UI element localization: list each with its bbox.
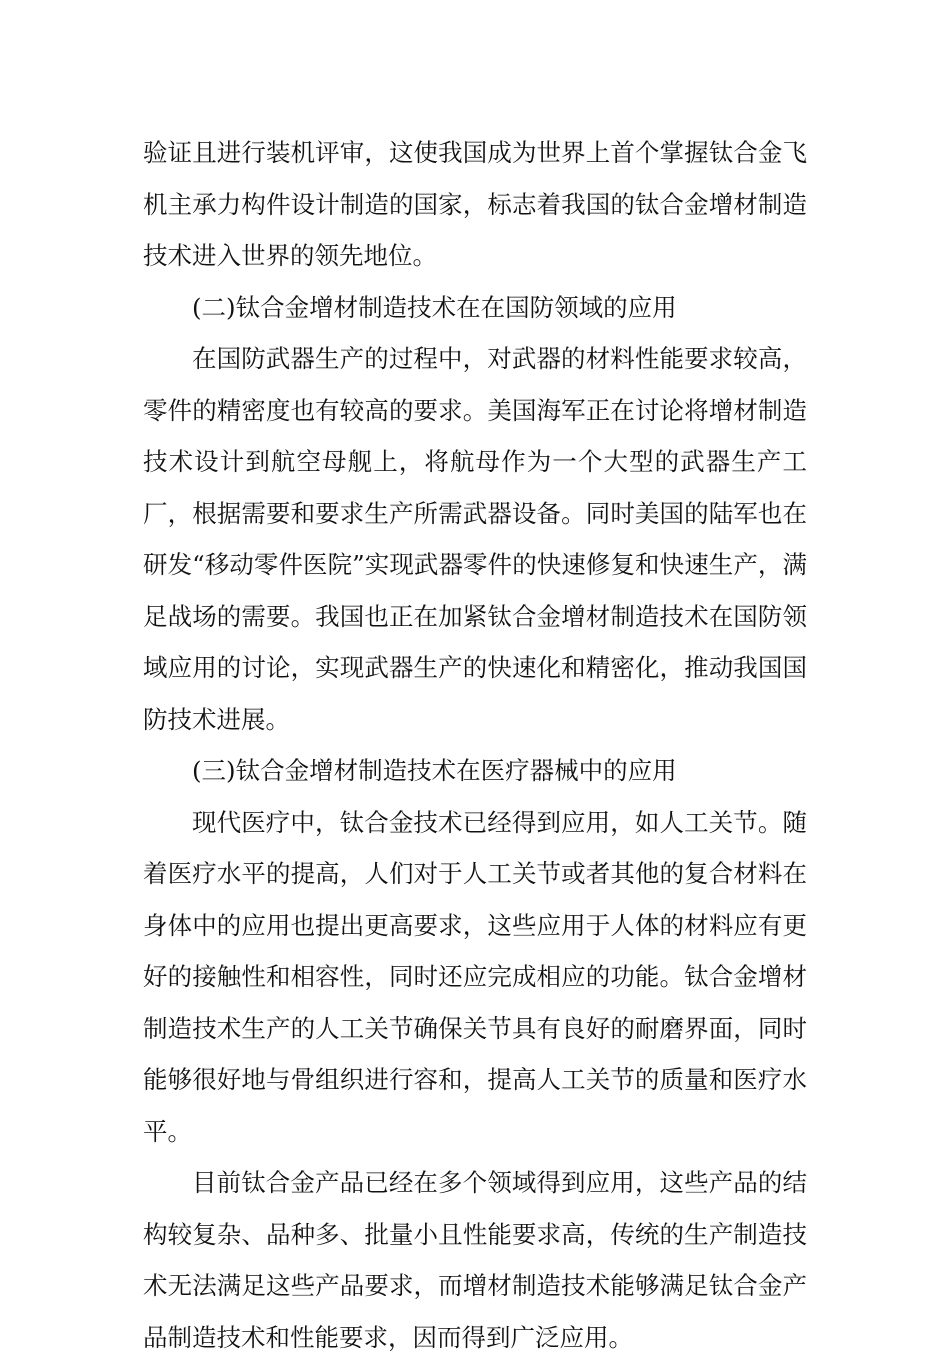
paragraph-continued: 验证且进行装机评审，这使我国成为世界上首个掌握钛合金飞机主承力构件设计制造的国家，标志着我国的钛合金增材制造技术进入世界的领先地位。 (143, 138, 807, 270)
document-body (143, 127, 807, 1363)
paragraph-national-defense: 在国防武器生产的过程中，对武器的材料性能要求较高，零件的精密度也有较高的要求。美国海军正在讨论将增材制造技术设计到航空母舰上，将航母作为一个大型的武器生产工厂，根据需要和要求生产所需武器设备。同时美国的陆军也在研发“移动零件医院”实现武器零件的快速修复和快速生产，满足战场的需要。我国也正在加紧钛合金增材制造技术在国防领域应用的讨论，实现武器生产的快速化和精密化，推动我国国防技术进展。 (143, 344, 807, 734)
paragraph-medical-devices: 现代医疗中，钛合金技术已经得到应用，如人工关节。随着医疗水平的提高，人们对于人工关节或者其他的复合材料在身体中的应用也提出更高要求，这些应用于人体的材料应有更好的接触性和相容性，同时还应完成相应的功能。钛合金增材制造技术生产的人工关节确保关节具有良好的耐磨界面，同时能够很好地与骨组织进行容和，提高人工关节的质量和医疗水平。 (143, 807, 807, 1146)
section-heading-medical-devices: (三)钛合金增材制造技术在医疗器械中的应用 (192, 756, 677, 785)
section-heading-national-defense: (二)钛合金增材制造技术在在国防领域的应用 (192, 292, 677, 322)
paragraph-applications-summary: 目前钛合金产品已经在多个领域得到应用，这些产品的结构较复杂、品种多、批量小且性能要求高，传统的生产制造技术无法满足这些产品要求，而增材制造技术能够满足钛合金产品制造技术和性能要求，因而得到广泛应用。 (143, 1168, 807, 1352)
